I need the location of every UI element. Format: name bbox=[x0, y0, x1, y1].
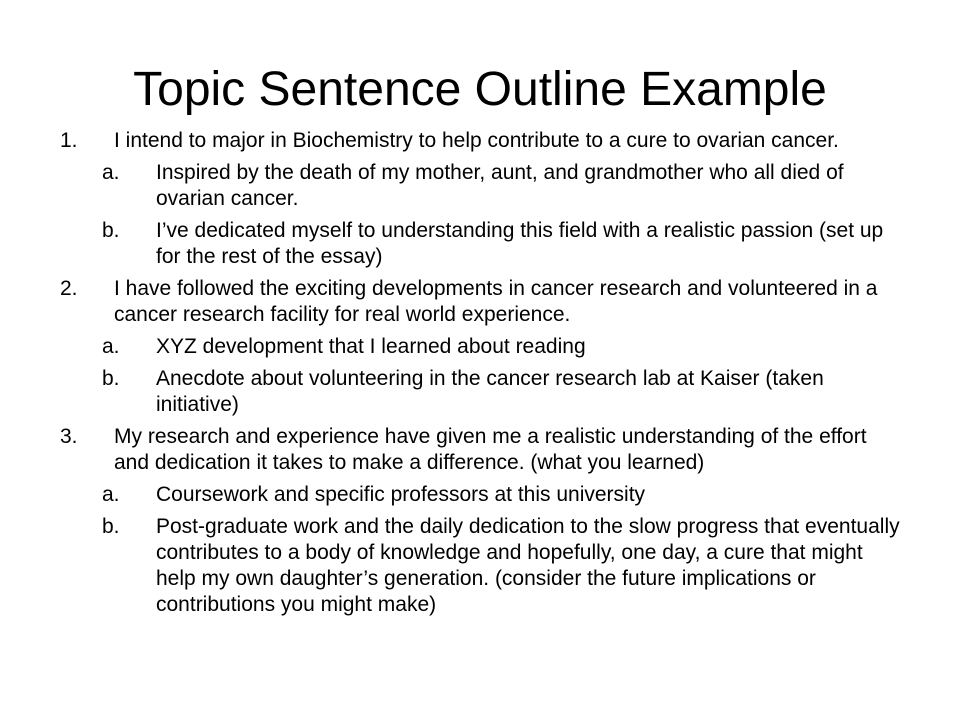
outline-marker: 3. bbox=[60, 425, 78, 448]
outline-text: My research and experience have given me a realistic understanding of the effort and dedication it takes to make a difference. (what you learned) bbox=[114, 425, 867, 474]
outline-text: I’ve dedicated myself to understanding this field with a realistic passion (set up for the rest of the essay) bbox=[156, 219, 884, 268]
outline-text: Anecdote about volunteering in the cancer research lab at Kaiser (taken initiative) bbox=[156, 367, 824, 416]
outline-marker: 2. bbox=[60, 277, 78, 300]
outline-subitem-1b bbox=[102, 218, 900, 270]
outline-subitem-3a bbox=[102, 482, 900, 508]
outline-item-3 bbox=[60, 424, 900, 476]
outline-item-1 bbox=[60, 128, 900, 154]
outline-item-2 bbox=[60, 276, 900, 328]
outline-marker: b. bbox=[102, 367, 120, 390]
outline-subitem-2b bbox=[102, 366, 900, 418]
outline-text: Post-graduate work and the daily dedication to the slow progress that eventually contributes to a body of knowledge and hopefully, one day, a cure that might help my own daughter’s generation. (consider the future implications or contributions you might make) bbox=[156, 515, 900, 616]
outline-subitem-1a bbox=[102, 160, 900, 212]
outline-marker: b. bbox=[102, 219, 120, 242]
outline-subitem-3b bbox=[102, 514, 900, 618]
outline-marker: a. bbox=[102, 483, 120, 506]
outline-text: Inspired by the death of my mother, aunt, and grandmother who all died of ovarian cancer. bbox=[156, 161, 844, 210]
outline-subitem-2a bbox=[102, 334, 900, 360]
outline-text: XYZ development that I learned about reading bbox=[156, 335, 586, 358]
outline-text: Coursework and specific professors at this university bbox=[156, 483, 646, 506]
outline-text: I have followed the exciting developments in cancer research and volunteered in a cancer research facility for real world experience. bbox=[114, 277, 878, 326]
outline-text: I intend to major in Biochemistry to help contribute to a cure to ovarian cancer. bbox=[114, 129, 839, 152]
outline-marker: b. bbox=[102, 515, 120, 538]
outline-marker: a. bbox=[102, 161, 120, 184]
outline-list bbox=[60, 128, 900, 618]
slide-title: Topic Sentence Outline Example bbox=[133, 63, 827, 116]
outline-marker: a. bbox=[102, 335, 120, 358]
outline-marker: 1. bbox=[60, 129, 78, 152]
